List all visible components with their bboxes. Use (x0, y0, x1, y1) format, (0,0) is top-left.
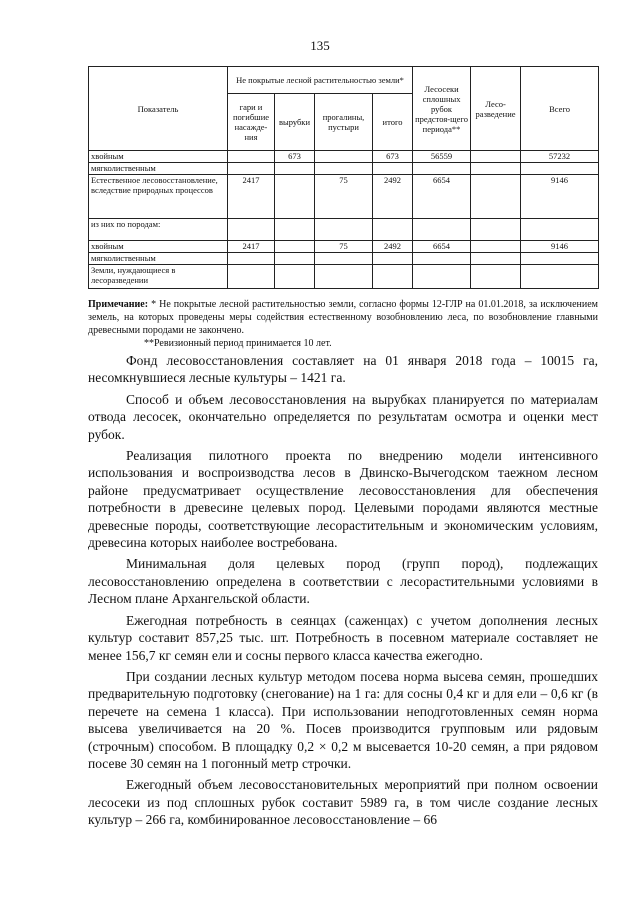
table-row (89, 241, 599, 253)
row-label: мягколиственным (89, 163, 228, 175)
header-total: Всего (521, 67, 599, 151)
paragraph: Фонд лесовосстановления составляет на 01 января 2018 года – 10015 га, несомкнувшиеся лесные культуры – 1421 га. (88, 353, 598, 386)
cell-subtotal (373, 219, 413, 241)
cell-afforestation (471, 151, 521, 163)
cell-cuttings (275, 219, 315, 241)
header-subtotal: итого (373, 94, 413, 151)
cell-afforestation (471, 219, 521, 241)
table-row (89, 151, 599, 163)
cell-glades (315, 163, 373, 175)
paragraph: Минимальная доля целевых пород (групп пород), подлежащих лесовосстановлению определена в соответствии с лесорастительными условиями в Лесном плане Архангельской области. (88, 556, 598, 607)
cell-afforestation (471, 163, 521, 175)
footnote-note-1-text: * Не покрытые лесной растительностью земли, согласно формы 12-ГЛР на 01.01.2018, за исключением земель, на которых проведены меры содействия естественному возобновлению леса, по возобновление главными древесными породами не закончено. (88, 299, 598, 336)
table-row (89, 265, 599, 289)
cell-subtotal: 2492 (373, 241, 413, 253)
cell-cuttings (275, 163, 315, 175)
row-label: хвойным (89, 241, 228, 253)
cell-burnt (228, 265, 275, 289)
cell-glades (315, 253, 373, 265)
header-clear-cut-sites: Лесосеки сплошных рубок предстоя-щего периода** (413, 67, 471, 151)
cell-total (521, 265, 599, 289)
cell-burnt: 2417 (228, 175, 275, 219)
cell-cuttings (275, 241, 315, 253)
header-afforestation: Лесо-разведение (471, 67, 521, 151)
cell-subtotal (373, 253, 413, 265)
cell-glades: 75 (315, 241, 373, 253)
paragraph: Способ и объем лесовосстановления на вырубках планируется по материалам отвода лесосек, окончательно определяется по результатам осмотра и оценки мест рубок. (88, 391, 598, 442)
cell-clear-cut (413, 219, 471, 241)
table-row (89, 175, 599, 219)
cell-burnt (228, 163, 275, 175)
row-label: Естественное лесовосстановление, вследствие природных процессов (89, 175, 228, 219)
cell-glades (315, 265, 373, 289)
footnote-note-1 (88, 298, 598, 337)
cell-burnt (228, 151, 275, 163)
page-number: 135 (310, 38, 330, 53)
cell-cuttings (275, 253, 315, 265)
cell-clear-cut: 56559 (413, 151, 471, 163)
row-label: хвойным (89, 151, 228, 163)
cell-clear-cut: 6654 (413, 175, 471, 219)
cell-total: 9146 (521, 175, 599, 219)
cell-clear-cut: 6654 (413, 241, 471, 253)
cell-clear-cut (413, 253, 471, 265)
cell-clear-cut (413, 265, 471, 289)
cell-burnt (228, 219, 275, 241)
cell-total (521, 163, 599, 175)
header-glades: прогалины, пустыри (315, 94, 373, 151)
cell-clear-cut (413, 163, 471, 175)
cell-glades: 75 (315, 175, 373, 219)
cell-subtotal: 673 (373, 151, 413, 163)
forest-fund-table (88, 66, 599, 289)
cell-total (521, 219, 599, 241)
paragraph: Ежегодный объем лесовосстановительных мероприятий при полном освоении лесосеки из под сплошных рубок составит 5989 га, в том числе создание лесных культур – 266 га, комбинированное лесовосстановление – 66 (88, 777, 598, 828)
cell-cuttings (275, 265, 315, 289)
cell-burnt (228, 253, 275, 265)
cell-total (521, 253, 599, 265)
cell-afforestation (471, 265, 521, 289)
footnote-label: Примечание: (88, 299, 149, 310)
cell-glades (315, 219, 373, 241)
cell-cuttings: 673 (275, 151, 315, 163)
row-label: мягколиственным (89, 253, 228, 265)
row-label: Земли, нуждающиеся в лесоразведении (89, 265, 228, 289)
row-label: из них по породам: (89, 219, 228, 241)
table-row (89, 163, 599, 175)
header-cuttings: вырубки (275, 94, 315, 151)
table-row (89, 219, 599, 241)
cell-cuttings (275, 175, 315, 219)
cell-subtotal: 2492 (373, 175, 413, 219)
cell-total: 9146 (521, 241, 599, 253)
cell-glades (315, 151, 373, 163)
cell-total: 57232 (521, 151, 599, 163)
footnote-note-2: **Ревизионный период принимается 10 лет. (144, 338, 332, 349)
cell-subtotal (373, 265, 413, 289)
table-header-row (89, 67, 599, 94)
header-not-covered: Не покрытые лесной растительностью земли* (228, 67, 413, 94)
cell-subtotal (373, 163, 413, 175)
header-indicator: Показатель (89, 67, 228, 151)
cell-afforestation (471, 241, 521, 253)
paragraph: Ежегодная потребность в сеянцах (саженцах) с учетом дополнения лесных культур составит 857,25 тыс. шт. Потребность в посевном материале составляет не менее 156,7 кг семян ели и сосны первого класса качества ежегодно. (88, 612, 598, 663)
body-text (88, 352, 598, 829)
cell-afforestation (471, 253, 521, 265)
cell-afforestation (471, 175, 521, 219)
cell-burnt: 2417 (228, 241, 275, 253)
paragraph: При создании лесных культур методом посева норма высева семян, прошедших предварительную подготовку (снегование) на 1 га: для сосны 0,4 кг и для ели – 0,6 кг (в перечете на семена 1 класса). При использовании неподготовленных семян норма высева увеличивается на 20 %. Посев производится групповым или рядовым (строчным) способом. В площадку 0,2 × 0,2 м высевается 10-20 семян, а при рядовом посеве 30 семян на 1 погонный метр строчки. (88, 668, 598, 771)
table-footnote (88, 298, 598, 350)
table-row (89, 253, 599, 265)
header-burnt: гари и погибшие насажде-ния (228, 94, 275, 151)
paragraph: Реализация пилотного проекта по внедрению модели интенсивного использования и воспроизводства лесов в Двинско-Вычегодском таежном лесном районе предусматривает осуществление лесовосстановления для обеспечения потребности в древесине целевых пород. Целевыми породами являются местные древесные породы, соответствующие лесорастительным и экономическим условиям, древесина которых наиболее востребована. (88, 448, 598, 551)
